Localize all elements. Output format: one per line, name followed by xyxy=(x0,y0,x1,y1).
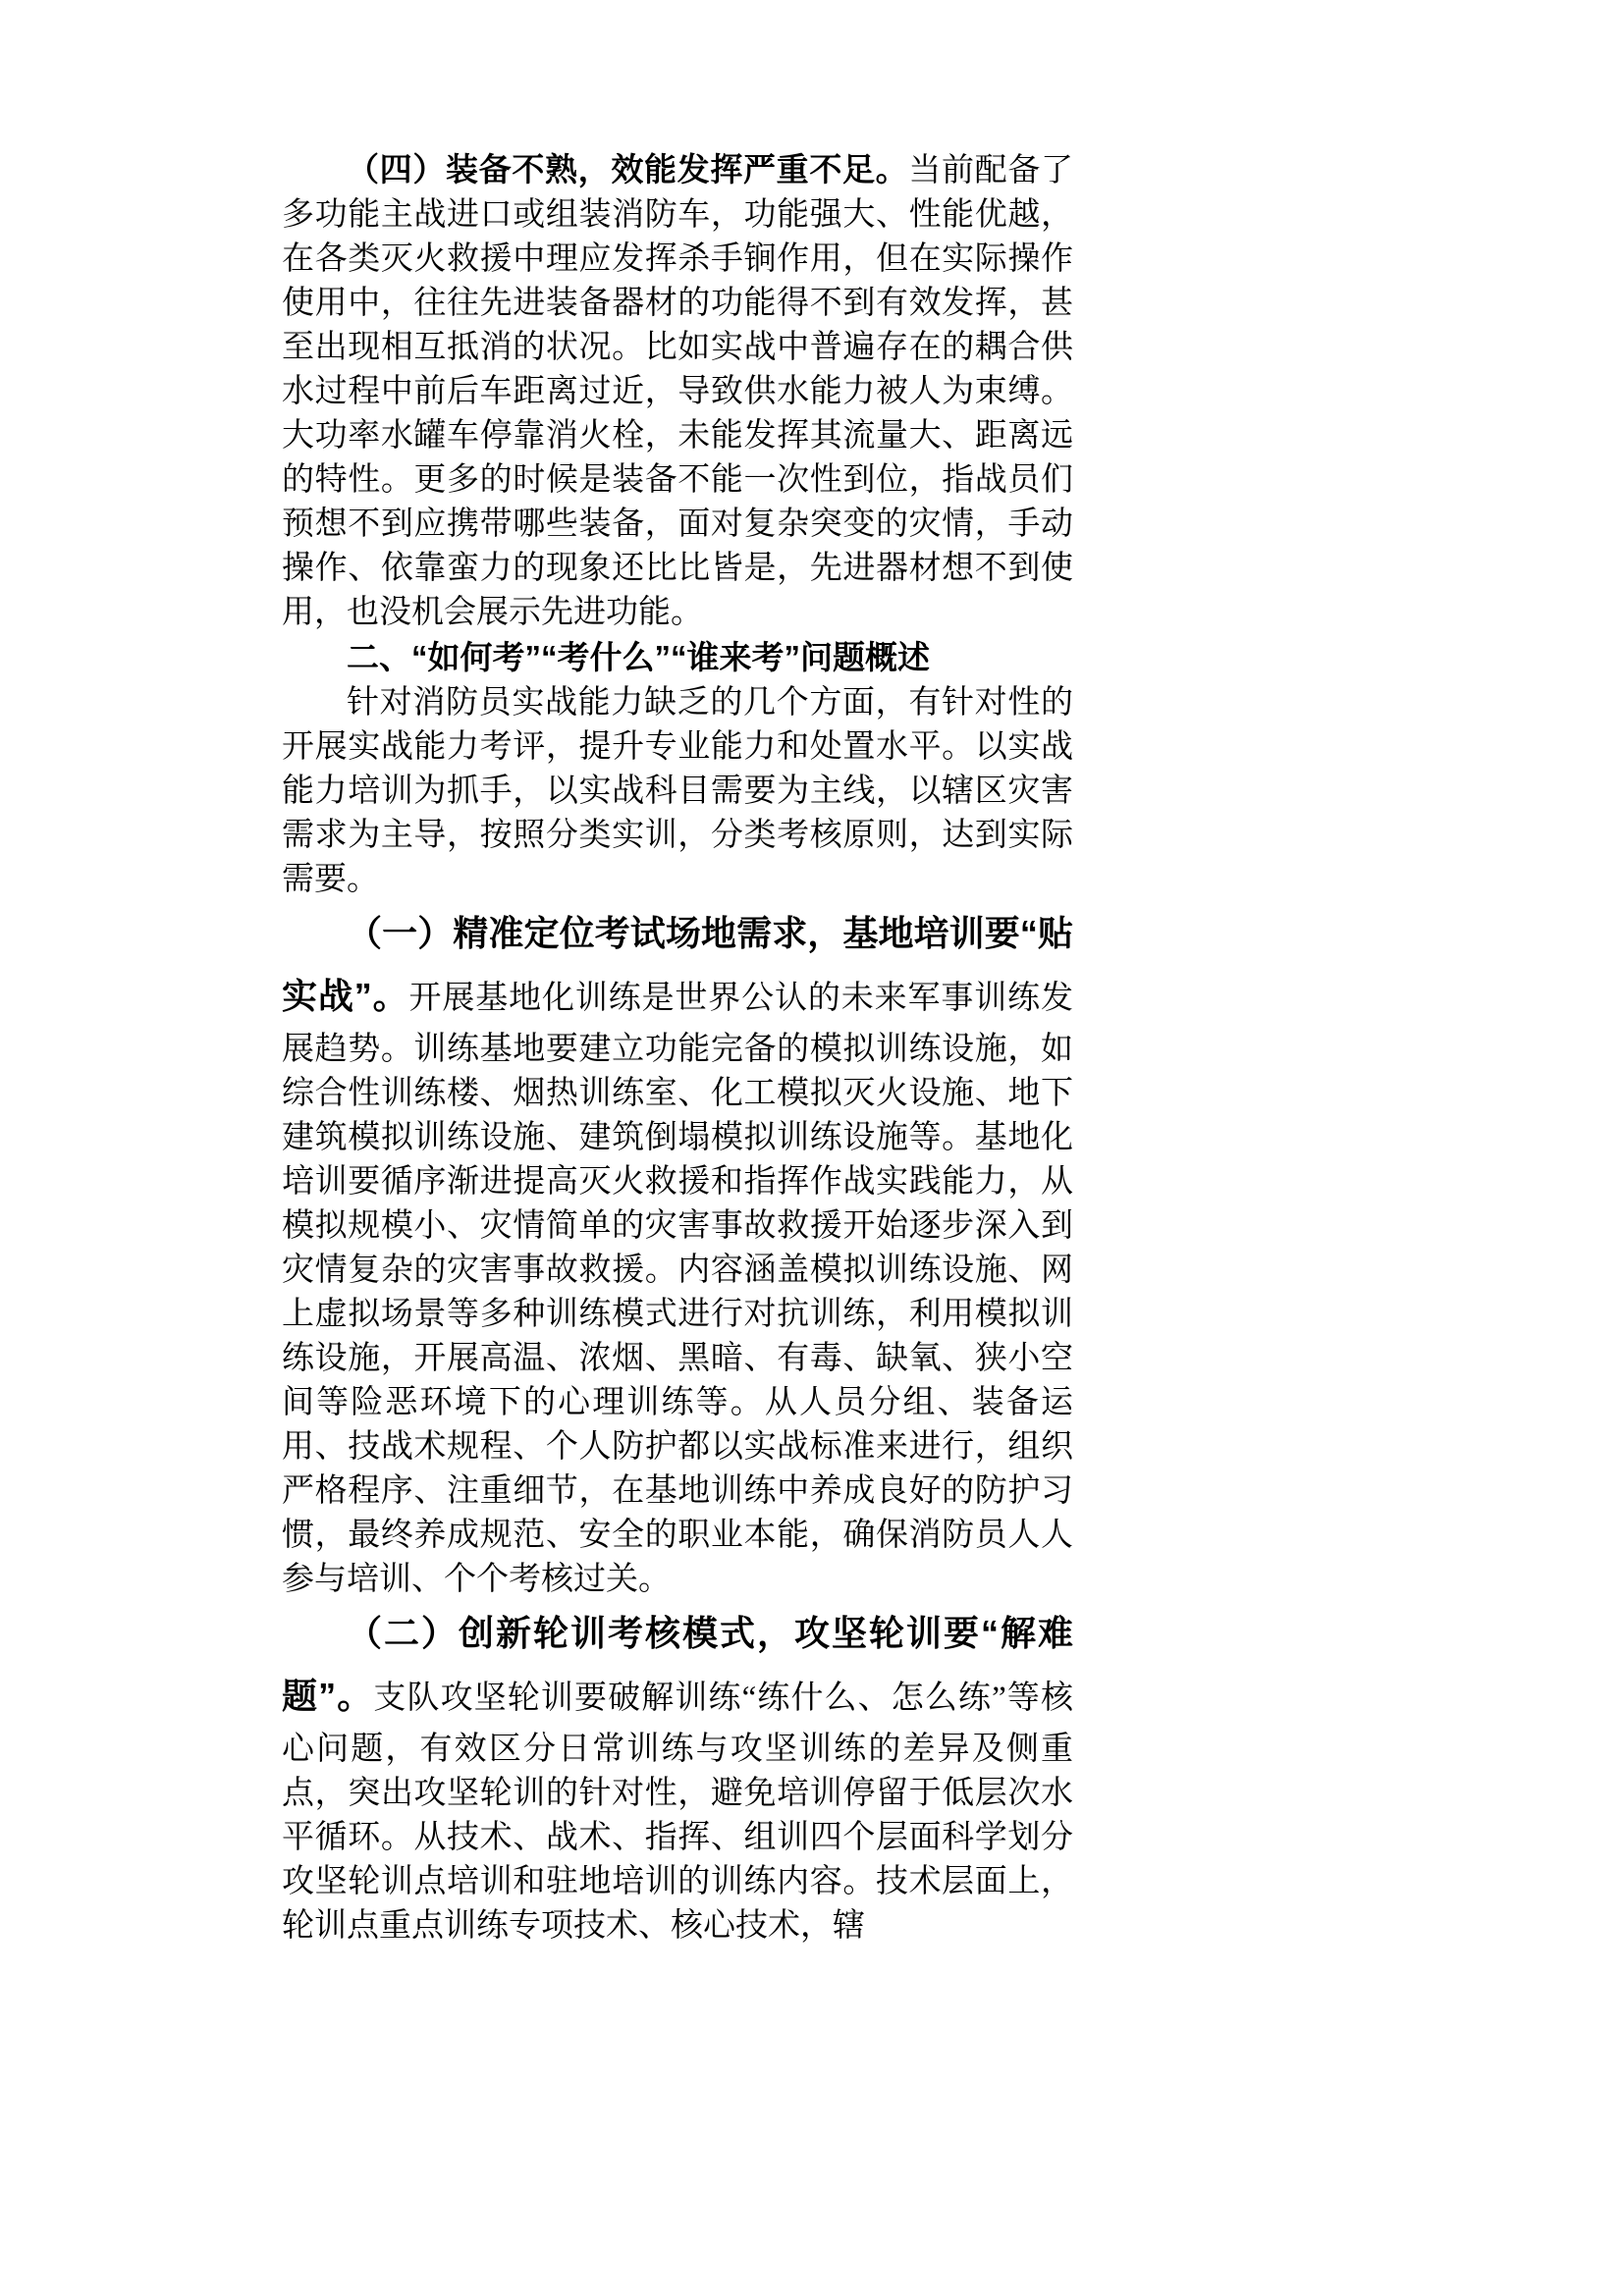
paragraph-base-training-text: 开展基地化训练是世界公认的未来军事训练发展趋势。训练基地要建立功能完备的模拟训练设施，如综合性训练楼、烟热训练室、化工模拟灭火设施、地下建筑模拟训练设施、建筑倒塌模拟训练设施等。基地化培训要循序渐进提高灭火救援和指挥作战实践能力，从模拟规模小、灾情简单的灾害事故救援开始逐步深入到灾情复杂的灾害事故救援。内容涵盖模拟训练设施、网上虚拟场景等多种训练模式进行对抗训练，利用模拟训练设施，开展高温、浓烟、黑暗、有毒、缺氧、狭小空间等险恶环境下的心理训练等。从人员分组、装备运用、技战术规程、个人防护都以实战标准来进行，组织严格程序、注重细节，在基地训练中养成良好的防护习惯，最终养成规范、安全的职业本能，确保消防员人人参与培训、个个考核过关。 xyxy=(282,981,1073,1597)
heading-overview-text: 二、“如何考”“考什么”“谁来考”问题概述 xyxy=(347,639,930,675)
paragraph-overview-text: 针对消防员实战能力缺乏的几个方面，有针对性的开展实战能力考评，提升专业能力和处置水平。以实战能力培训为抓手，以实战科目需要为主线，以辖区灾害需求为主导，按照分类实训，分类考核原则，达到实际需要。 xyxy=(282,685,1073,897)
document-content xyxy=(282,147,1073,1949)
paragraph-base-training xyxy=(282,902,1073,1602)
heading-section-two: （二）创新轮训考核模式，攻坚轮训要“解难题”。 xyxy=(282,1613,1073,1716)
heading-section-four: （四）装备不熟，效能发挥严重不足。 xyxy=(347,151,909,187)
paragraph-equipment-issues-text: 当前配备了多功能主战进口或组装消防车，功能强大、性能优越，在各类灭火救援中理应发挥杀手锏作用，但在实际操作使用中，往往先进装备器材的功能得不到有效发挥，甚至出现相互抵消的状况。比如实战中普遍存在的耦合供水过程中前后车距离过近，导致供水能力被人为束缚。大功率水罐车停靠消火栓，未能发挥其流量大、距离远的特性。更多的时候是装备不能一次性到位，指战员们预想不到应携带哪些装备，面对复杂突变的灾情，手动操作、依靠蛮力的现象还比比皆是，先进器材想不到使用，也没机会展示先进功能。 xyxy=(282,153,1074,630)
paragraph-equipment-issues xyxy=(282,147,1073,635)
paragraph-overview xyxy=(282,681,1073,902)
paragraph-rotation-training xyxy=(282,1602,1073,1949)
heading-section-one: （一）精准定位考试场地需求，基地培训要“贴实战”。 xyxy=(282,913,1073,1016)
heading-overview xyxy=(282,635,1073,681)
paragraph-rotation-training-text: 支队攻坚轮训要破解训练“练什么、怎么练”等核心问题，有效区分日常训练与攻坚训练的差异及侧重点，突出攻坚轮训的针对性，避免培训停留于低层次水平循环。从技术、战术、指挥、组训四个层面科学划分攻坚轮训点培训和驻地培训的训练内容。技术层面上，轮训点重点训练专项技术、核心技术，辖 xyxy=(282,1681,1073,1944)
